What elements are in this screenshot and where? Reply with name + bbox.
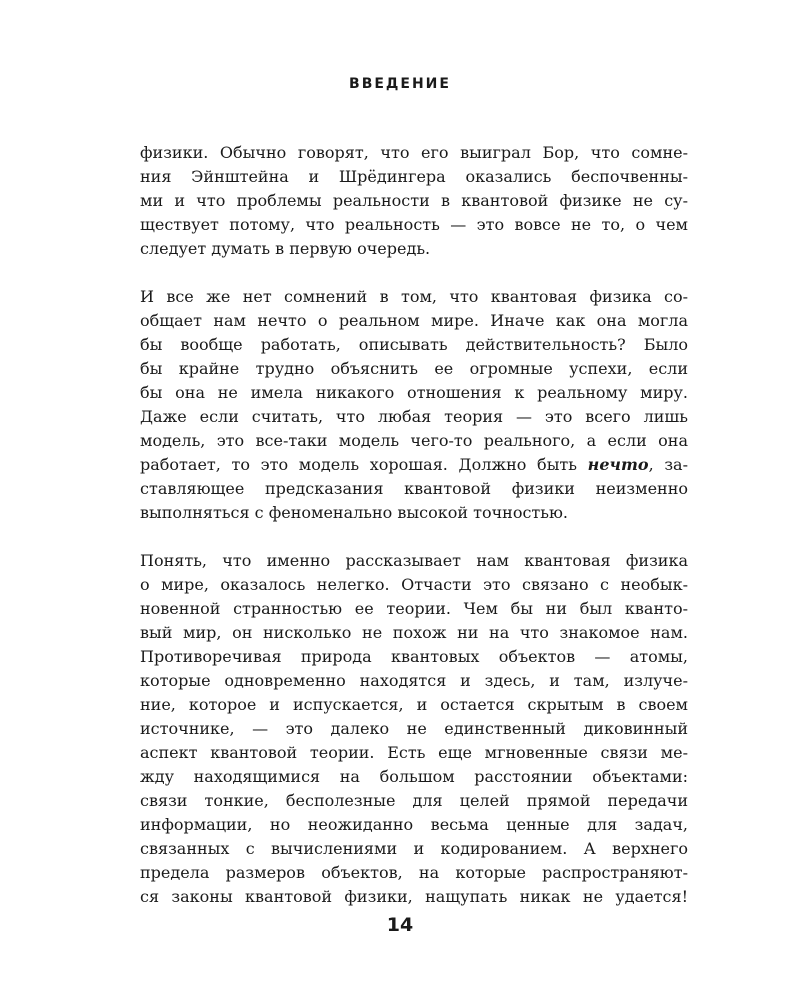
running-head: ВВЕДЕНИЕ [349,76,451,92]
text-line: информации, но неожиданно весьма ценные для задач, [140,815,688,834]
text-line: вый мир, он нисколько не похож ни на что знакомое нам. [140,623,688,642]
text-line: которые одновременно находятся и здесь, и там, излуче- [140,671,688,690]
text-line: бы вообще работать, описывать действительность? Было [140,335,688,354]
body-text [140,141,688,933]
text-fragment: , за- [648,455,688,474]
text-line: аспект квантовой теории. Есть еще мгновенные связи ме- [140,743,688,762]
page-number: 14 [386,914,414,936]
text-line: Противоречивая природа квантовых объектов — атомы, [140,647,688,666]
text-fragment: работает, то это модель хорошая. Должно быть [140,455,588,474]
text-line: ние, которое и испускается, и остается скрытым в своем [140,695,688,714]
text-line: предела размеров объектов, на которые распространяют- [140,863,688,882]
text-line: И все же нет сомнений в том, что квантовая физика со- [140,287,688,306]
paragraph-1 [140,141,688,261]
text-line: общает нам нечто о реальном мире. Иначе как она могла [140,311,688,330]
text-line: бы она не имела никакого отношения к реальному миру. [140,383,688,402]
text-line: выполняться с феноменально высокой точностью. [140,503,568,522]
text-line: новенной странностью ее теории. Чем бы ни был кванто- [140,599,688,618]
text-line: жду находящимися на большом расстоянии объектами: [140,767,688,786]
text-line: источнике, — это далеко не единственный диковинный [140,719,688,738]
text-line: связи тонкие, бесполезные для целей прямой передачи [140,791,688,810]
emphasized-word: нечто [587,455,649,474]
text-line-with-emphasis [140,453,688,477]
text-line: физики. Обычно говорят, что его выиграл Бор, что сомне- [140,143,688,162]
text-line: о мире, оказалось нелегко. Отчасти это связано с необык- [140,575,688,594]
text-line: Даже если считать, что любая теория — это всего лишь [140,407,688,426]
text-line: ся законы квантовой физики, нащупать никак не удается! [140,887,688,906]
text-line: ми и что проблемы реальности в квантовой физике не су- [140,191,688,210]
text-line: бы крайне трудно объяснить ее огромные успехи, если [140,359,688,378]
text-line: ществует потому, что реальность — это вовсе не то, о чем [140,215,688,234]
text-line: ния Эйнштейна и Шрёдингера оказались беспочвенны- [140,167,688,186]
text-line: ставляющее предсказания квантовой физики неизменно [140,479,688,498]
paragraph-3 [140,549,688,909]
text-line: Понять, что именно рассказывает нам квантовая физика [140,551,688,570]
text-line: модель, это все-таки модель чего-то реального, а если она [140,431,688,450]
text-line: следует думать в первую очередь. [140,239,431,258]
paragraph-2 [140,285,688,525]
text-line: связанных с вычислениями и кодированием. А верхнего [140,839,688,858]
